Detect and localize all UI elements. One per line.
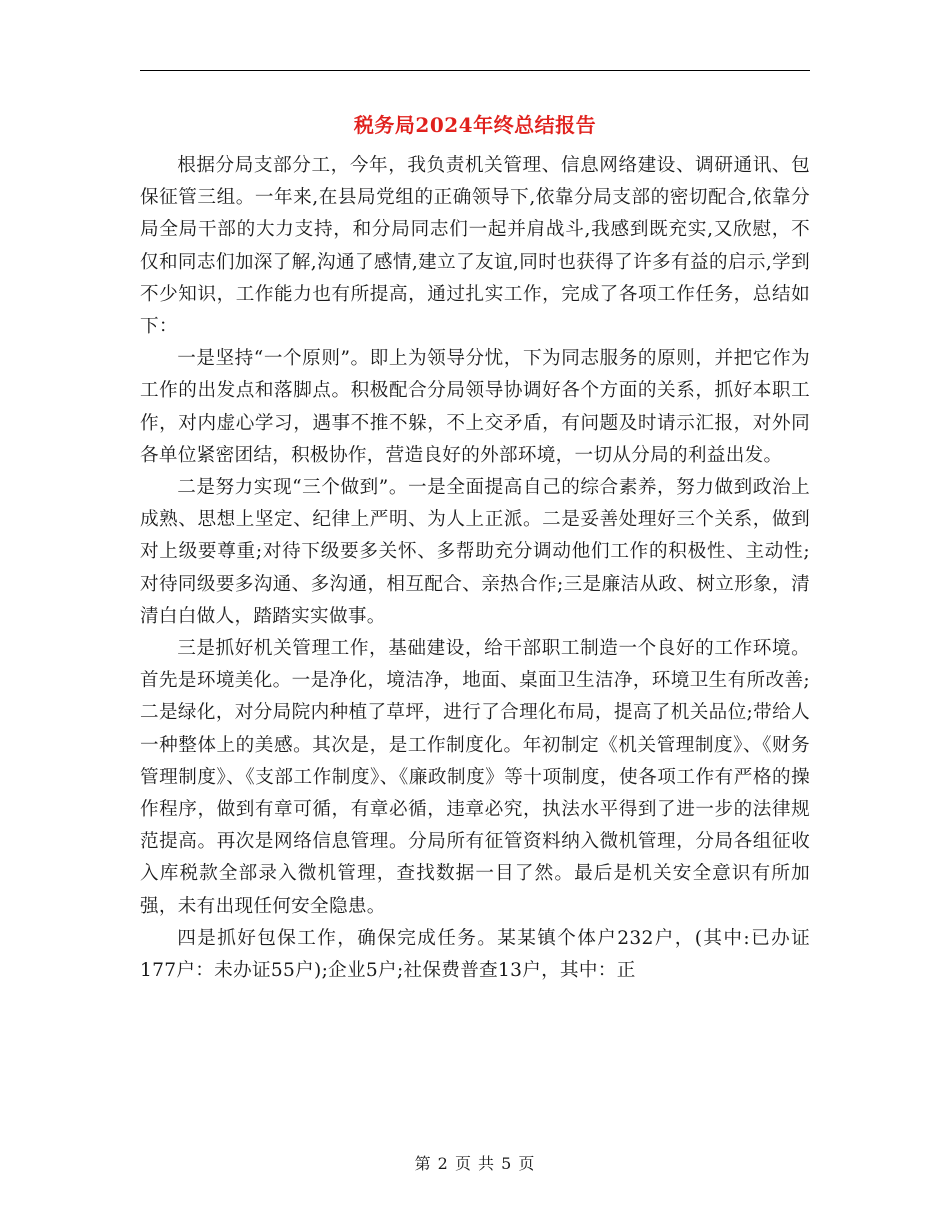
header-rule <box>140 70 810 71</box>
paragraph-one-principle: 一是坚持“一个原则”。即上为领导分忧，下为同志服务的原则，并把它作为工作的出发点和落脚点。积极配合分局领导协调好各个方面的关系，抓好本职工作，对内虚心学习，遇事不推不躲，不上交矛盾，有问题及时请示汇报，对外同各单位紧密团结，积极协作，营造良好的外部环境，一切从分局的利益出发。 <box>140 348 810 466</box>
paragraph-three-achievements: 二是努力实现“三个做到”。一是全面提高自己的综合素养，努力做到政治上成熟、思想上坚定、纪律上严明、为人上正派。二是妥善处理好三个关系，做到对上级要尊重;对待下级要多关怀、多帮助充分调动他们工作的积极性、主动性;对待同级要多沟通、多沟通，相互配合、亲热合作;三是廉洁从政、树立形象，清清白白做人，踏踏实实做事。 <box>140 477 810 627</box>
document-title: 税务局2024年终总结报告 <box>353 113 597 137</box>
page-number: 第 2 页 共 5 页 <box>414 1154 536 1173</box>
paragraph-intro: 根据分局支部分工，今年，我负责机关管理、信息网络建设、调研通讯、包保征管三组。一年来,在县局党组的正确领导下,依靠分局支部的密切配合,依靠分局全局干部的大力支持，和分局同志们一起并肩战斗,我感到既充实,又欣慰，不仅和同志们加深了解,沟通了感情,建立了友谊,同时也获得了许多有益的启示,学到不少知识，工作能力也有所提高，通过扎实工作，完成了各项工作任务，总结如下： <box>140 155 810 338</box>
paragraph-office-management: 三是抓好机关管理工作，基础建设，给干部职工制造一个良好的工作环境。首先是环境美化。一是净化，境洁净，地面、桌面卫生洁净，环境卫生有所改善;二是绿化，对分局院内种植了草坪，进行了合理化布局，提高了机关品位;带给人一种整体上的美感。其次是，是工作制度化。年初制定《机关管理制度》、《财务管理制度》、《支部工作制度》、《廉政制度》等十项制度，使各项工作有严格的操作程序，做到有章可循，有章必循，违章必究，执法水平得到了进一步的法律规范提高。再次是网络信息管理。分局所有征管资料纳入微机管理，分局各组征收入库税款全部录入微机管理，查找数据一目了然。最后是机关安全意识有所加强，未有出现任何安全隐患。 <box>140 638 810 917</box>
document-body <box>140 150 810 987</box>
paragraph-guarantee-work: 四是抓好包保工作，确保完成任务。某某镇个体户232户，(其中:已办证177户：未办证55户);企业5户;社保费普查13户，其中：正 <box>140 927 810 982</box>
